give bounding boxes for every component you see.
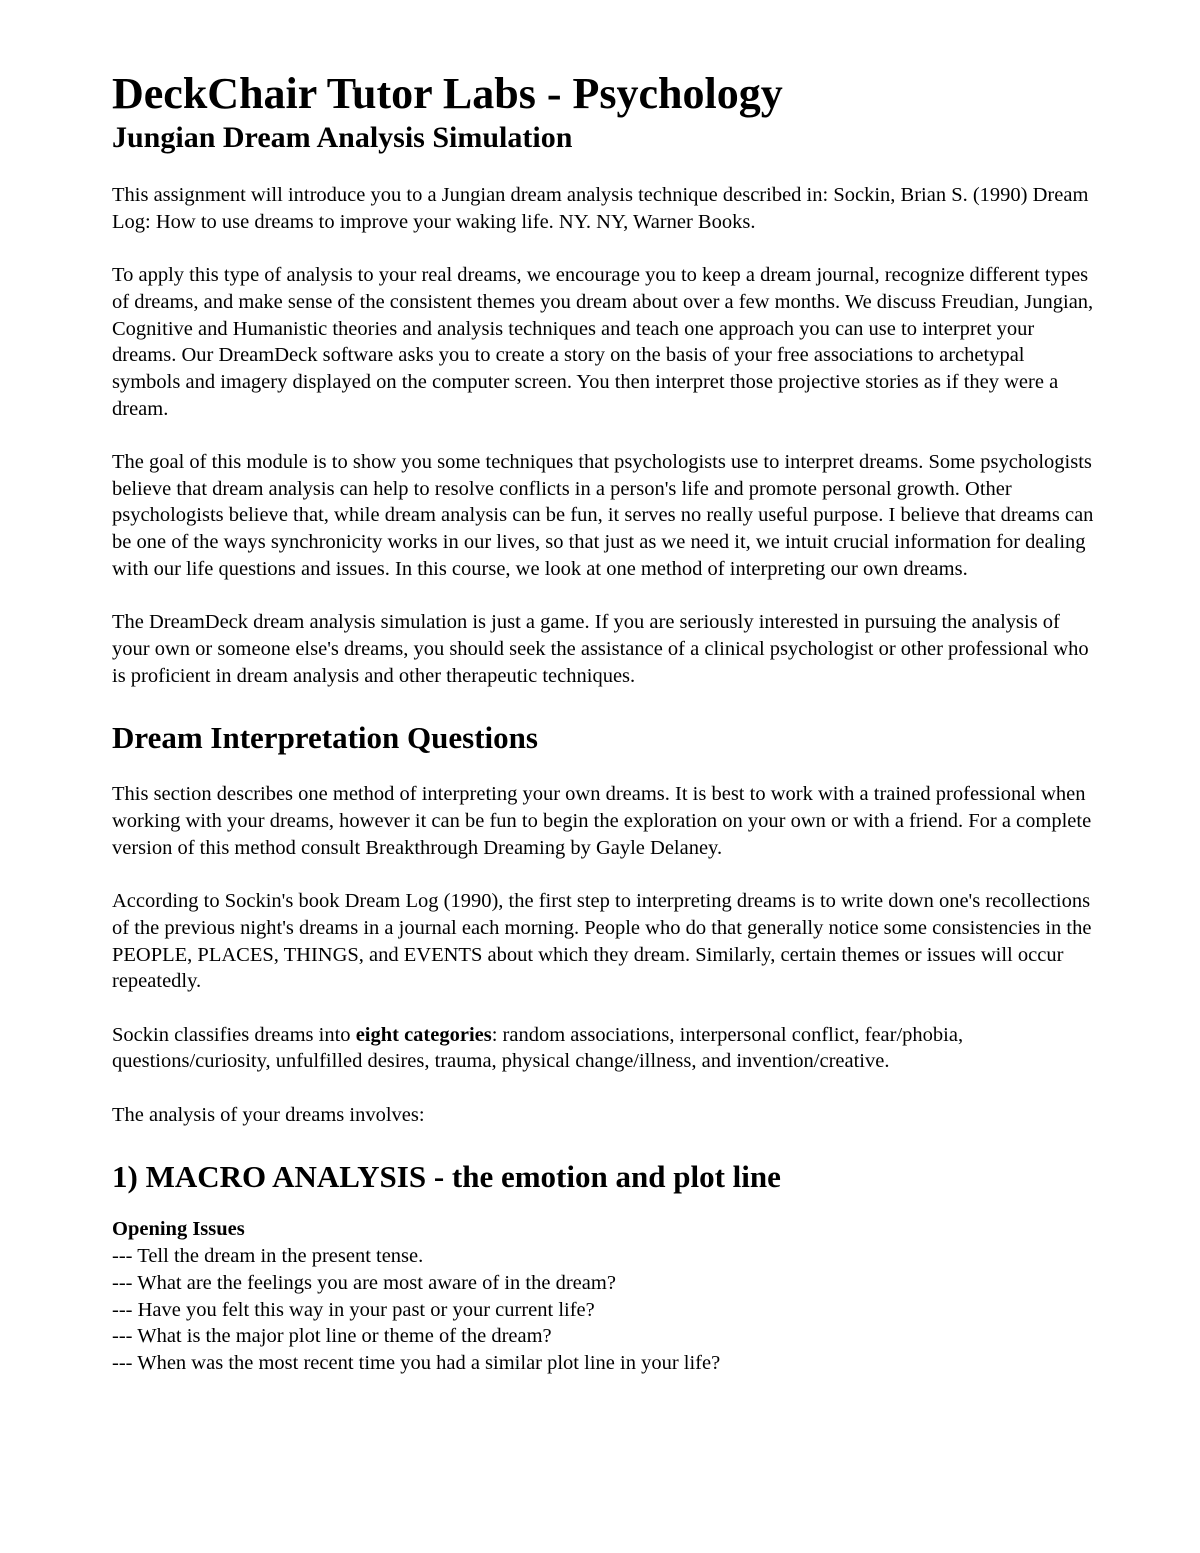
intro-paragraph-3: The goal of this module is to show you some techniques that psychologists use to interpret dreams. Some psychologists believe that dream analysis can help to resolve conflicts in a person's life and promote personal growth. Other psychologists believe that, while dream analysis can be fun, it serves no really useful purpose. I believe that dreams can be one of the ways synchronicity works in our lives, so that just as we need it, we intuit crucial information for dealing with our life questions and issues. In this course, we look at one method of interpreting our own dreams. (112, 451, 1094, 580)
eight-categories-emphasis: eight categories (355, 1023, 492, 1046)
list-item: --- When was the most recent time you had a similar plot line in your life? (112, 1351, 721, 1374)
questions-paragraph-1: This section describes one method of interpreting your own dreams. It is best to work with a trained professional when working with your dreams, however it can be fun to begin the exploration on your own or with a friend. For a complete version of this method consult Breakthrough Dreaming by Gayle Delaney. (112, 783, 1092, 859)
intro-paragraph-2: To apply this type of analysis to your real dreams, we encourage you to keep a dream journal, recognize different types of dreams, and make sense of the consistent themes you dream about over a few months. We discuss Freudian, Jungian, Cognitive and Humanistic theories and analysis techniques and teach one approach you can use to interpret your dreams. Our DreamDeck software asks you to create a story on the basis of your free associations to archetypal symbols and imagery displayed on the computer screen. You then interpret those projective stories as if they were a dream. (112, 264, 1094, 420)
document-page (112, 68, 1097, 1377)
categories-lead-text: Sockin classifies dreams into (112, 1023, 356, 1046)
list-item: --- What are the feelings you are most aware of in the dream? (112, 1271, 616, 1294)
categories-list-text: : random associations, interpersonal conflict, fear/phobia, questions/curiosity, unfulfilled desires, trauma, physical change/illness, and invention/creative. (112, 1023, 964, 1073)
macro-analysis-heading: 1) MACRO ANALYSIS - the emotion and plot line (112, 1159, 781, 1195)
questions-paragraph-2: According to Sockin's book Dream Log (1990), the first step to interpreting dreams is to write down one's recollections of the previous night's dreams in a journal each morning. People who do that generally notice some consistencies in the PEOPLE, PLACES, THINGS, and EVENTS about which they dream. Similarly, certain themes or issues will occur repeatedly. (112, 890, 1092, 993)
opening-issues-list (112, 1243, 1097, 1377)
questions-paragraph-3 (112, 1022, 1097, 1075)
list-item: --- Tell the dream in the present tense. (112, 1245, 424, 1268)
opening-issues-heading: Opening Issues (112, 1218, 245, 1241)
questions-paragraph-4: The analysis of your dreams involves: (112, 1103, 425, 1126)
intro-paragraph-1: This assignment will introduce you to a Jungian dream analysis technique described in: Sockin, Brian S. (1990) Dream Log: How to use dreams to improve your waking life. NY. NY, Warner Books. (112, 184, 1089, 233)
list-item: --- Have you felt this way in your past or your current life? (112, 1298, 595, 1321)
list-item: --- What is the major plot line or theme of the dream? (112, 1325, 552, 1348)
questions-heading: Dream Interpretation Questions (112, 720, 538, 756)
intro-paragraph-4: The DreamDeck dream analysis simulation is just a game. If you are seriously interested in pursuing the analysis of your own or someone else's dreams, you should seek the assistance of a clinical psychologist or other professional who is proficient in dream analysis and other therapeutic techniques. (112, 611, 1089, 687)
document-subtitle: Jungian Dream Analysis Simulation (112, 121, 573, 154)
document-title: DeckChair Tutor Labs - Psychology (112, 69, 783, 118)
